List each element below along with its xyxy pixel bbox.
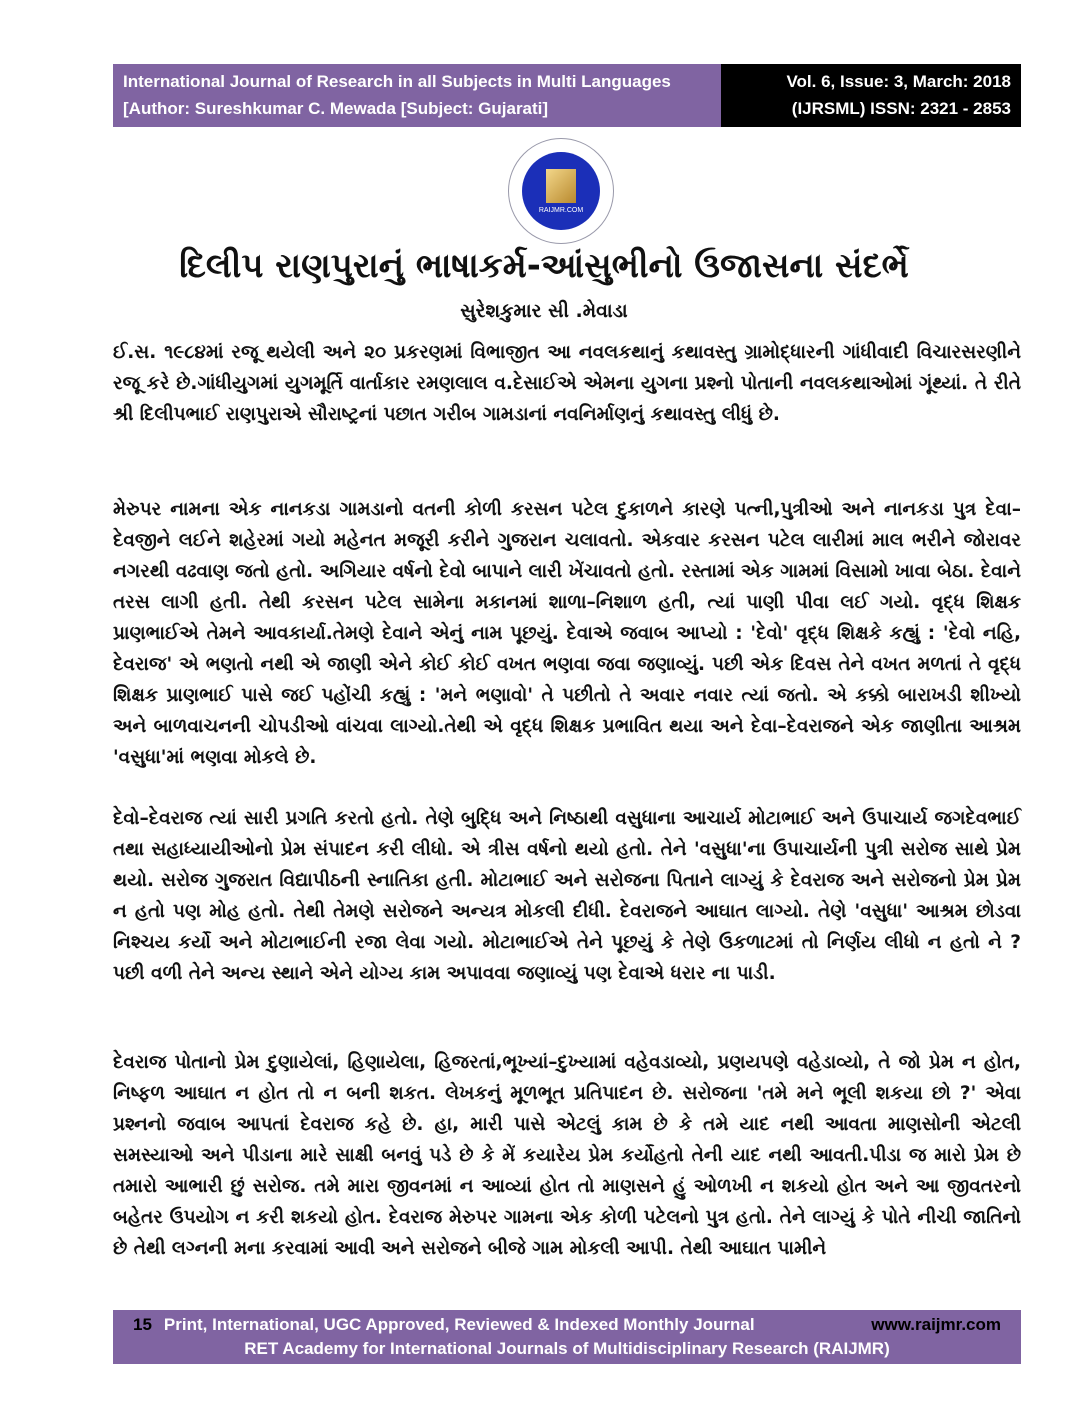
- paragraph-1: ઈ.સ. ૧૯૮૪માં રજૂ થયેલી અને ૨૦ પ્રકરણમાં વિભાજીત આ નવલકથાનું કથાવસ્તુ ગ્રામોદ્ધારની ગાંધીવાદી વિચારસરણીને રજૂ કરે છે.ગાંધીયુગમાં યુગમૂર્તિ વાર્તાકાર રમણલાલ વ.દેસાઈએ એમના યુગના પ્રશ્નો પોતાની નવલકથાઓમાં ગૂંથ્યાં. તે રીતે શ્રી દિલીપભાઈ રાણપુરાએ સૌરાષ્ટ્રનાં પછાત ગરીબ ગામડાનાં નવનિર્માણનું કથાવસ્તુ લીધું છે.: [113, 342, 1021, 425]
- raijmr-logo: [508, 138, 614, 244]
- paragraph-2: મેરુપર નામના એક નાનકડા ગામડાનો વતની કોળી કરસન પટેલ દુકાળને કારણે પત્ની,પુત્રીઓ અને નાનકડા પુત્ર દેવા–દેવજીને લઈને શહેરમાં ગયો મહેનત મજૂરી કરીને ગુજરાન ચલાવતો. એકવાર કરસન પટેલ લારીમાં માલ ભરીને જોરાવર નગરથી વઢવાણ જતો હતો. અગિયાર વર્ષનો દેવો બાપાને લારી ખેંચાવતો હતો. રસ્તામાં એક ગામમાં વિસામો ખાવા બેઠા. દેવાને તરસ લાગી હતી. તેથી કરસન પટેલ સામેના મકાનમાં શાળા–નિશાળ હતી, ત્યાં પાણી પીવા લઈ ગયો. વૃદ્ધ શિક્ષક પ્રાણભાઈએ તેમને આવકાર્યા.તેમણે દેવાને એનું નામ પૂછયું. દેવાએ જવાબ આપ્યો : 'દેવો' વૃદ્ધ શિક્ષકે કહ્યું : 'દેવો નહિ, દેવરાજ' એ ભણતો નથી એ જાણી એને કોઈ કોઈ વખત ભણવા જવા જણાવ્યું. પછી એક દિવસ તેને વખત મળતાં તે વૃદ્ધ શિક્ષક પ્રાણભાઈ પાસે જઈ પહોંચી કહ્યું : 'મને ભણાવો' તે પછીતો તે અવાર નવાર ત્યાં જતો. એ કક્કો બારાખડી શીખ્યો અને બાળવાચનની ચોપડીઓ વાંચવા લાગ્યો.તેથી એ વૃદ્ધ શિક્ષક પ્રભાવિત થયા અને દેવા–દેવરાજને એક જાણીતા આશ્રમ 'વસુધા'માં ભણવા મોકલે છે.: [113, 499, 1021, 768]
- footer-url[interactable]: www.raijmr.com: [871, 1315, 1001, 1334]
- header-left: [113, 64, 721, 127]
- page-number: 15: [133, 1315, 152, 1334]
- paragraph-3: દેવો–દેવરાજ ત્યાં સારી પ્રગતિ કરતો હતો. તેણે બુદ્ધિ અને નિષ્ઠાથી વસુધાના આચાર્ય મોટાભાઈ અને ઉપાચાર્ય જગદેવભાઈ તથા સહાધ્યાયીઓનો પ્રેમ સંપાદન કરી લીધો. એ ત્રીસ વર્ષનો થયો હતો. તેને 'વસુધા'ના ઉપાચાર્યની પુત્રી સરોજ સાથે પ્રેમ થયો. સરોજ ગુજરાત વિદ્યાપીઠની સ્નાતિકા હતી. મોટાભાઈ અને સરોજના પિતાને લાગ્યું કે દેવરાજ અને સરોજનો પ્રેમ પ્રેમ ન હતો પણ મોહ હતો. તેથી તેમણે સરોજને અન્યત્ર મોકલી દીધી. દેવરાજને આઘાત લાગ્યો. તેણે 'વસુધા' આશ્રમ છોડવા નિશ્ચય કર્યો અને મોટાભાઈની રજા લેવા ગયો. મોટાભાઈએ તેને પૂછયું કે તેણે ઉકળાટમાં તો નિર્ણય લીધો ન હતો ને ? પછી વળી તેને અન્ય સ્થાને એને યોગ્ય કામ અપાવવા જણાવ્યું પણ દેવાએ ધરાર ના પાડી.: [113, 808, 1021, 984]
- author-subject: [Author: Sureshkumar C. Mewada [Subject: Gujarati]: [123, 99, 549, 118]
- footer-publisher: RET Academy for International Journals of Multidisciplinary Research (RAIJMR): [244, 1339, 890, 1358]
- volume-issue: Vol. 6, Issue: 3, March: 2018: [786, 72, 1011, 91]
- scroll-quill-icon: [546, 169, 576, 203]
- journal-header: [113, 64, 1021, 127]
- article-author: સુરેશકુમાર સી .મેવાડા: [460, 300, 628, 322]
- journal-name: International Journal of Research in all Subjects in Multi Languages: [123, 72, 671, 91]
- article-title: દિલીપ રાણપુરાનું ભાષાકર્મ-આંસુભીનો ઉજાસના સંદર્ભે: [179, 246, 909, 286]
- paragraph-4: દેવરાજ પોતાનો પ્રેમ દુણાયેલાં, હિણાયેલા, હિજરતાં,ભૂખ્યાં–દુખ્યામાં વહેવડાવ્યો, પ્રણયપણે વહેડાવ્યો, તે જો પ્રેમ ન હોત, નિષ્ફળ આઘાત ન હોત તો ન બની શકત. લેખકનું મૂળભૂત પ્રતિપાદન છે. સરોજના 'તમે મને ભૂલી શકયા છો ?' એવા પ્રશ્નનો જવાબ આપતાં દેવરાજ કહે છે. હા, મારી પાસે એટલું કામ છે કે તમે યાદ નથી આવતા માણસોની એટલી સમસ્યાઓ અને પીડાના મારે સાક્ષી બનવું પડે છે કે મેં કયારેય પ્રેમ કર્યોહતો તેની યાદ નથી આવતી.પીડા જ મારો પ્રેમ છે તમારો આભારી છું સરોજ. તમે મારા જીવનમાં ન આવ્યાં હોત તો માણસને હું ઓળખી ન શકયો હોત અને આ જીવતરનો બહેતર ઉપયોગ ન કરી શકયો હોત. દેવરાજ મેરુપર ગામના એક કોળી પટેલનો પુત્ર હતો. તેને લાગ્યું કે પોતે નીચી જાતિનો છે તેથી લગ્નની મના કરવામાં આવી અને સરોજને બીજે ગામ મોકલી આપી. તેથી આઘાત પામીને: [113, 1052, 1021, 1259]
- logo-emblem: [522, 152, 600, 230]
- footer-tagline: Print, International, UGC Approved, Reviewed & Indexed Monthly Journal: [163, 1315, 755, 1334]
- logo-text: RAIJMR.COM: [538, 206, 584, 214]
- journal-footer: [113, 1310, 1021, 1364]
- issn: (IJRSML) ISSN: 2321 - 2853: [791, 99, 1011, 118]
- header-right: [721, 64, 1021, 127]
